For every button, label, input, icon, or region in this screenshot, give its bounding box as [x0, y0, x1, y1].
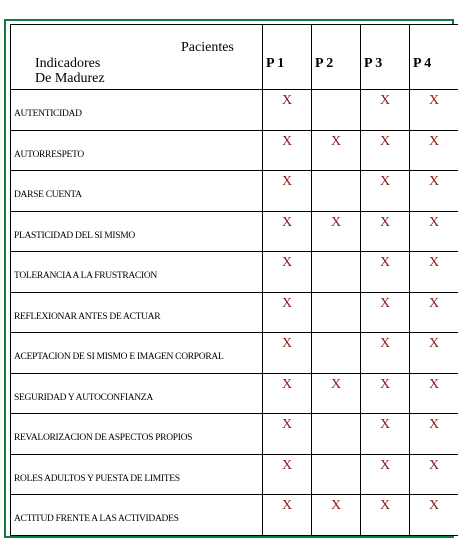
- mark-cell-p1: [263, 171, 312, 212]
- mark-cell-p1: [263, 333, 312, 374]
- table-row: [11, 373, 458, 414]
- pacientes-label: Pacientes: [181, 40, 234, 55]
- table-row: [11, 171, 458, 212]
- mark-cell-p3: [361, 252, 410, 293]
- patient-header-p2: P 2: [312, 25, 361, 90]
- mark-cell-p3: [361, 373, 410, 414]
- mark-cell-p2: [312, 252, 361, 293]
- table-row: [11, 130, 458, 171]
- mark-cell-p4: [410, 333, 458, 374]
- mark-cell-p3: [361, 292, 410, 333]
- x-mark: X: [379, 255, 391, 270]
- x-mark: X: [281, 376, 293, 392]
- mark-cell-p3: [361, 211, 410, 252]
- x-mark: X: [379, 376, 391, 392]
- x-mark: X: [281, 214, 293, 230]
- mark-cell-p4: [410, 252, 458, 293]
- table-row: [11, 495, 458, 536]
- table-row: [11, 90, 458, 131]
- mark-cell-p1: [263, 130, 312, 171]
- x-mark: X: [330, 214, 342, 230]
- table-frame: [4, 19, 454, 538]
- x-mark: X: [428, 93, 440, 108]
- x-mark: X: [428, 295, 440, 311]
- table-row: [11, 211, 458, 252]
- x-mark: X: [379, 457, 391, 473]
- x-mark: X: [281, 336, 293, 351]
- mark-cell-p2: [312, 130, 361, 171]
- x-mark: X: [281, 417, 293, 432]
- x-mark: X: [428, 498, 440, 513]
- x-mark: X: [379, 336, 391, 351]
- x-mark: X: [379, 498, 391, 513]
- mark-cell-p2: [312, 373, 361, 414]
- patient-header-p3: P 3: [361, 25, 410, 90]
- indicator-label: REVALORIZACION DE ASPECTOS PROPIOS: [11, 414, 263, 455]
- mark-cell-p3: [361, 171, 410, 212]
- indicator-label: DARSE CUENTA: [11, 171, 263, 212]
- mark-cell-p1: [263, 252, 312, 293]
- x-mark: X: [330, 498, 342, 513]
- mark-cell-p4: [410, 90, 458, 131]
- mark-cell-p4: [410, 171, 458, 212]
- table-body: [11, 90, 458, 536]
- x-mark: X: [428, 457, 440, 473]
- indicator-label: ROLES ADULTOS Y PUESTA DE LIMITES: [11, 454, 263, 495]
- mark-cell-p2: [312, 292, 361, 333]
- mark-cell-p1: [263, 495, 312, 536]
- mark-cell-p2: [312, 414, 361, 455]
- mark-cell-p3: [361, 414, 410, 455]
- indicator-label: REFLEXIONAR ANTES DE ACTUAR: [11, 292, 263, 333]
- x-mark: X: [428, 174, 440, 189]
- x-mark: X: [428, 214, 440, 230]
- mark-cell-p4: [410, 414, 458, 455]
- mark-cell-p1: [263, 211, 312, 252]
- mark-cell-p4: [410, 454, 458, 495]
- x-mark: X: [281, 457, 293, 473]
- mark-cell-p3: [361, 130, 410, 171]
- mark-cell-p1: [263, 373, 312, 414]
- patient-header-p4: P 4: [410, 25, 458, 90]
- x-mark: X: [281, 93, 293, 108]
- x-mark: X: [281, 295, 293, 311]
- x-mark: X: [379, 174, 391, 189]
- x-mark: X: [379, 133, 391, 149]
- mark-cell-p2: [312, 171, 361, 212]
- x-mark: X: [379, 417, 391, 432]
- indicator-label: AUTORRESPETO: [11, 130, 263, 171]
- mark-cell-p3: [361, 90, 410, 131]
- indicators-label-line1: Indicadores: [35, 56, 101, 71]
- x-mark: X: [428, 376, 440, 392]
- indicator-label: AUTENTICIDAD: [11, 90, 263, 131]
- indicator-label: SEGURIDAD Y AUTOCONFIANZA: [11, 373, 263, 414]
- x-mark: X: [428, 133, 440, 149]
- mark-cell-p4: [410, 130, 458, 171]
- maturity-indicators-table: [10, 24, 458, 536]
- header-row: [11, 25, 458, 90]
- header-indicators-cell: [11, 25, 263, 90]
- x-mark: X: [379, 295, 391, 311]
- mark-cell-p4: [410, 211, 458, 252]
- mark-cell-p1: [263, 292, 312, 333]
- mark-cell-p1: [263, 414, 312, 455]
- mark-cell-p3: [361, 454, 410, 495]
- mark-cell-p2: [312, 495, 361, 536]
- x-mark: X: [330, 376, 342, 392]
- x-mark: X: [281, 498, 293, 513]
- table-row: [11, 414, 458, 455]
- mark-cell-p4: [410, 373, 458, 414]
- mark-cell-p1: [263, 90, 312, 131]
- mark-cell-p3: [361, 495, 410, 536]
- mark-cell-p2: [312, 333, 361, 374]
- x-mark: X: [428, 336, 440, 351]
- indicators-label-line2: De Madurez: [35, 71, 105, 86]
- patient-header-p1: P 1: [263, 25, 312, 90]
- mark-cell-p4: [410, 495, 458, 536]
- mark-cell-p2: [312, 90, 361, 131]
- mark-cell-p2: [312, 211, 361, 252]
- mark-cell-p1: [263, 454, 312, 495]
- table-row: [11, 454, 458, 495]
- x-mark: X: [281, 133, 293, 149]
- mark-cell-p2: [312, 454, 361, 495]
- table-row: [11, 292, 458, 333]
- indicator-label: ACTITUD FRENTE A LAS ACTIVIDADES: [11, 495, 263, 536]
- indicator-label: ACEPTACION DE SI MISMO E IMAGEN CORPORAL: [11, 333, 263, 374]
- x-mark: X: [428, 417, 440, 432]
- x-mark: X: [379, 93, 391, 108]
- x-mark: X: [330, 133, 342, 149]
- x-mark: X: [379, 214, 391, 230]
- table-row: [11, 252, 458, 293]
- indicator-label: TOLERANCIA A LA FRUSTRACION: [11, 252, 263, 293]
- x-mark: X: [281, 174, 293, 189]
- indicator-label: PLASTICIDAD DEL SI MISMO: [11, 211, 263, 252]
- table-row: [11, 333, 458, 374]
- x-mark: X: [281, 255, 293, 270]
- mark-cell-p3: [361, 333, 410, 374]
- mark-cell-p4: [410, 292, 458, 333]
- x-mark: X: [428, 255, 440, 270]
